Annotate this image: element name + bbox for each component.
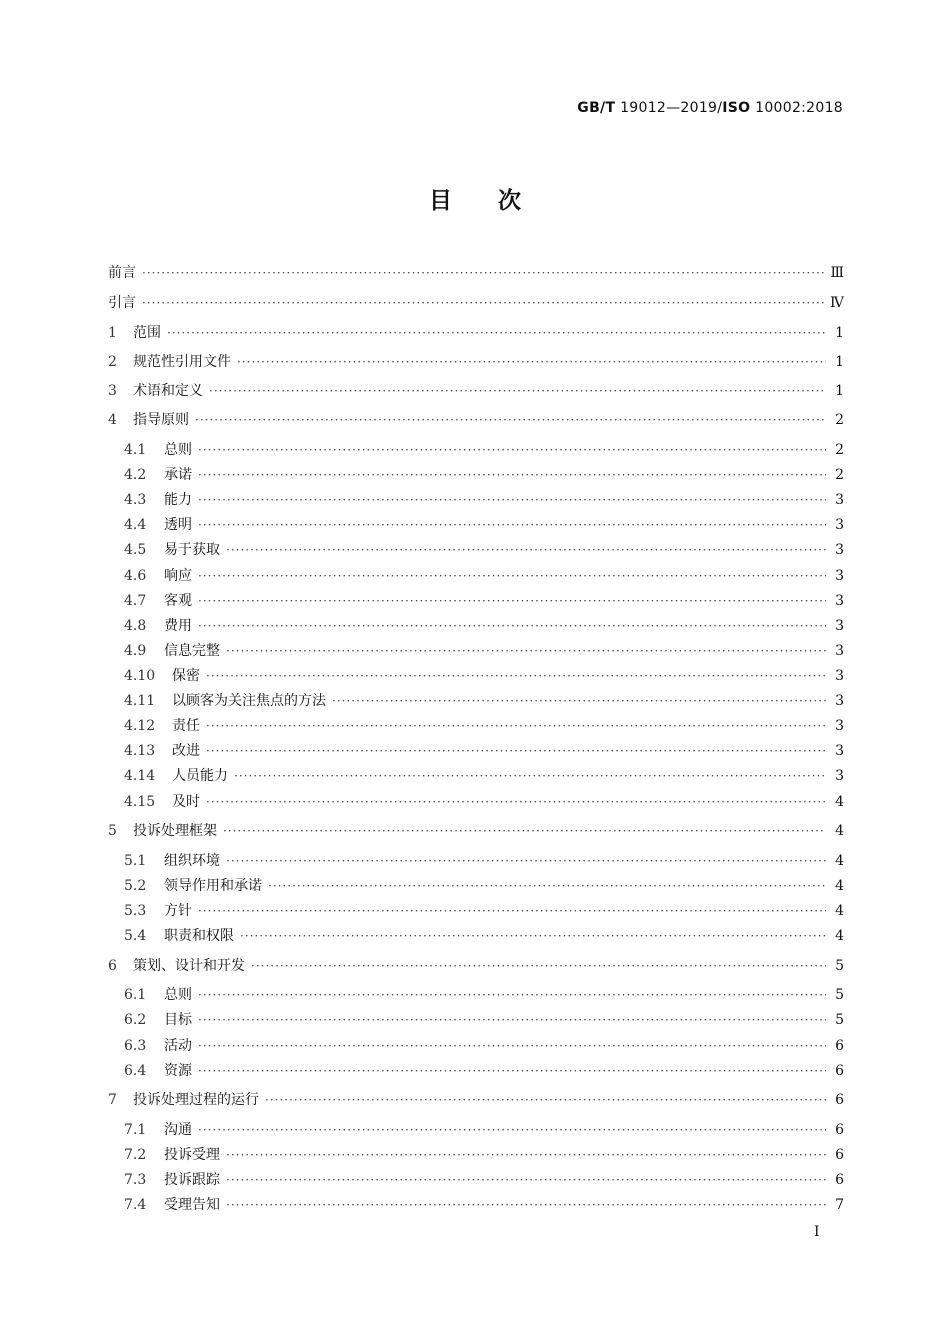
- toc-label: 职责和权限: [164, 928, 234, 944]
- toc-label: 承诺: [164, 467, 192, 483]
- toc-page: 1: [835, 383, 844, 399]
- toc-leader: [198, 1119, 826, 1141]
- toc-leader: [142, 262, 824, 284]
- toc-page: 4: [835, 878, 844, 894]
- toc-entry[interactable]: [124, 539, 844, 561]
- toc-page: 3: [835, 768, 844, 784]
- toc-page: 4: [835, 928, 844, 944]
- toc-leader: [198, 1035, 826, 1057]
- toc-label: 费用: [164, 618, 192, 634]
- toc-num: 4.6: [124, 568, 147, 584]
- toc-leader: [206, 791, 826, 813]
- toc-num: 5: [108, 823, 117, 839]
- toc-label: 活动: [164, 1038, 192, 1054]
- toc-num: 6.4: [124, 1063, 147, 1079]
- toc-label: 沟通: [164, 1122, 192, 1138]
- toc-label: 投诉处理过程的运行: [133, 1092, 259, 1108]
- toc-entry[interactable]: [124, 690, 844, 712]
- toc-page: 3: [835, 517, 844, 533]
- toc-entry[interactable]: [108, 351, 844, 373]
- toc-label: 目标: [164, 1012, 192, 1028]
- toc-label: 总则: [164, 987, 192, 1003]
- toc-entry[interactable]: [124, 464, 844, 486]
- toc-entry[interactable]: [124, 1009, 844, 1031]
- toc-num: 6.1: [124, 987, 147, 1003]
- toc-entry[interactable]: [124, 615, 844, 637]
- toc-page: 3: [835, 743, 844, 759]
- toc-leader: [265, 1089, 826, 1111]
- toc-page: 3: [835, 542, 844, 558]
- toc-num: 7.2: [124, 1147, 147, 1163]
- toc-entry[interactable]: [108, 955, 844, 977]
- standard-code: [577, 100, 843, 116]
- toc-leader: [206, 740, 826, 762]
- toc-num: 4.12: [124, 718, 156, 734]
- toc-num: 6: [108, 958, 117, 974]
- toc-label: 信息完整: [164, 643, 220, 659]
- toc-label: 指导原则: [133, 412, 189, 428]
- toc-entry[interactable]: [124, 489, 844, 511]
- std-code-mid: 19012—2019/: [615, 100, 723, 116]
- toc-leader: [198, 565, 826, 587]
- toc-page: 5: [835, 1012, 844, 1028]
- toc-page: 4: [835, 853, 844, 869]
- toc-label: 领导作用和承诺: [164, 878, 262, 894]
- toc-leader: [226, 640, 826, 662]
- toc-label: 引言: [108, 295, 136, 311]
- toc-page: 3: [835, 643, 844, 659]
- toc-num: 4.15: [124, 794, 156, 810]
- toc-label: 术语和定义: [133, 383, 203, 399]
- toc-entry[interactable]: [108, 820, 844, 842]
- toc-leader: [198, 439, 826, 461]
- toc-entry[interactable]: [108, 292, 844, 314]
- toc-label: 投诉跟踪: [164, 1172, 220, 1188]
- toc-page: 1: [835, 354, 844, 370]
- toc-entry[interactable]: [124, 565, 844, 587]
- toc-page: 4: [835, 823, 844, 839]
- toc-page: 3: [835, 618, 844, 634]
- toc-entry[interactable]: [108, 262, 844, 284]
- toc-entry[interactable]: [124, 1194, 844, 1216]
- toc-page: 4: [835, 903, 844, 919]
- toc-entry[interactable]: [124, 1060, 844, 1082]
- toc-num: 4.2: [124, 467, 147, 483]
- toc-leader: [198, 464, 826, 486]
- std-code-tail: 10002:2018: [750, 100, 843, 116]
- toc-leader: [198, 900, 826, 922]
- toc-num: 5.3: [124, 903, 147, 919]
- toc-num: 4.10: [124, 668, 156, 684]
- toc-page: 2: [835, 467, 844, 483]
- toc-entry[interactable]: [108, 322, 844, 344]
- toc-page: 2: [835, 442, 844, 458]
- toc-label: 投诉处理框架: [133, 823, 217, 839]
- toc-label: 组织环境: [164, 853, 220, 869]
- toc-label: 能力: [164, 492, 192, 508]
- toc-label: 受理告知: [164, 1197, 220, 1213]
- toc-label: 以顾客为关注焦点的方法: [172, 693, 326, 709]
- toc-label: 总则: [164, 442, 192, 458]
- toc-leader: [198, 489, 826, 511]
- toc-label: 策划、设计和开发: [133, 958, 245, 974]
- toc-entry[interactable]: [124, 740, 844, 762]
- toc-label: 人员能力: [172, 768, 228, 784]
- toc-page: 3: [835, 693, 844, 709]
- toc-num: 7.3: [124, 1172, 147, 1188]
- toc-num: 7: [108, 1092, 117, 1108]
- toc-entry[interactable]: [124, 665, 844, 687]
- toc-leader: [167, 322, 826, 344]
- toc-num: 4.8: [124, 618, 147, 634]
- toc-page: Ⅲ: [830, 265, 844, 281]
- toc-num: 4.1: [124, 442, 147, 458]
- toc-leader: [198, 590, 826, 612]
- toc-leader: [198, 514, 826, 536]
- toc-label: 易于获取: [164, 542, 220, 558]
- toc-entry[interactable]: [124, 640, 844, 662]
- toc-page: Ⅳ: [830, 295, 844, 311]
- toc-entry[interactable]: [124, 1035, 844, 1057]
- toc-leader: [226, 1169, 826, 1191]
- toc-entry[interactable]: [124, 900, 844, 922]
- toc-entry[interactable]: [124, 850, 844, 872]
- toc-leader: [195, 409, 826, 431]
- toc-leader: [206, 715, 826, 737]
- toc-leader: [209, 380, 826, 402]
- toc-leader: [332, 690, 826, 712]
- toc-entry[interactable]: [124, 765, 844, 787]
- toc-page: 3: [835, 568, 844, 584]
- toc-page: 2: [835, 412, 844, 428]
- toc-entry[interactable]: [124, 1169, 844, 1191]
- toc-entry[interactable]: [124, 984, 844, 1006]
- toc-label: 方针: [164, 903, 192, 919]
- toc-page: 3: [835, 668, 844, 684]
- toc-num: 1: [108, 325, 117, 341]
- toc-num: 4.4: [124, 517, 147, 533]
- toc-leader: [198, 1060, 826, 1082]
- toc-num: 7.4: [124, 1197, 147, 1213]
- toc-num: 5.1: [124, 853, 147, 869]
- toc-page: 6: [835, 1122, 844, 1138]
- toc-page: 6: [835, 1063, 844, 1079]
- toc-num: 4.7: [124, 593, 147, 609]
- toc-leader: [251, 955, 826, 977]
- toc-page: 6: [835, 1172, 844, 1188]
- toc-num: 4.11: [124, 693, 156, 709]
- toc-page: 7: [835, 1197, 844, 1213]
- toc-entry[interactable]: [124, 1119, 844, 1141]
- toc-entry[interactable]: [108, 409, 844, 431]
- toc-label: 投诉受理: [164, 1147, 220, 1163]
- toc-label: 前言: [108, 265, 136, 281]
- toc-label: 范围: [133, 325, 161, 341]
- toc-leader: [226, 1144, 826, 1166]
- toc-page: 1: [835, 325, 844, 341]
- toc-leader: [198, 984, 826, 1006]
- toc-num: 2: [108, 354, 117, 370]
- toc-leader: [268, 875, 826, 897]
- toc-page: 6: [835, 1092, 844, 1108]
- toc-label: 保密: [172, 668, 200, 684]
- toc-label: 责任: [172, 718, 200, 734]
- toc-num: 6.2: [124, 1012, 147, 1028]
- toc-entry[interactable]: [124, 715, 844, 737]
- toc-entry[interactable]: [124, 439, 844, 461]
- toc-leader: [198, 1009, 826, 1031]
- toc-page: 5: [835, 958, 844, 974]
- toc-leader: [198, 615, 826, 637]
- toc-num: 4.13: [124, 743, 156, 759]
- toc-num: 5.2: [124, 878, 147, 894]
- toc-page: 3: [835, 593, 844, 609]
- toc-num: 7.1: [124, 1122, 147, 1138]
- toc-page: 6: [835, 1147, 844, 1163]
- toc-leader: [240, 925, 826, 947]
- toc-entry[interactable]: [108, 1089, 844, 1111]
- toc-label: 透明: [164, 517, 192, 533]
- toc-entry[interactable]: [124, 590, 844, 612]
- toc-entry[interactable]: [124, 514, 844, 536]
- toc-leader: [223, 820, 826, 842]
- toc-label: 客观: [164, 593, 192, 609]
- toc-num: 3: [108, 383, 117, 399]
- toc-num: 4.9: [124, 643, 147, 659]
- toc-leader: [206, 665, 826, 687]
- toc-entry[interactable]: [124, 1144, 844, 1166]
- toc-label: 改进: [172, 743, 200, 759]
- page-number: I: [814, 1224, 820, 1240]
- toc-page: 3: [835, 718, 844, 734]
- toc-label: 响应: [164, 568, 192, 584]
- toc-entry[interactable]: [124, 791, 844, 813]
- toc-label: 规范性引用文件: [133, 354, 231, 370]
- toc-label: 资源: [164, 1063, 192, 1079]
- page-title: 目次: [429, 188, 567, 214]
- toc-num: 4: [108, 412, 117, 428]
- toc-page: 4: [835, 794, 844, 810]
- toc-num: 5.4: [124, 928, 147, 944]
- toc-leader: [142, 292, 824, 314]
- toc-entry[interactable]: [124, 925, 844, 947]
- toc-leader: [226, 539, 826, 561]
- toc-num: 4.14: [124, 768, 156, 784]
- toc-leader: [226, 1194, 826, 1216]
- toc-num: 4.5: [124, 542, 147, 558]
- toc-leader: [226, 850, 826, 872]
- toc-page: 3: [835, 492, 844, 508]
- toc-entry[interactable]: [124, 875, 844, 897]
- toc-page: 5: [835, 987, 844, 1003]
- std-code-prefix: GB/T: [577, 100, 616, 116]
- toc-label: 及时: [172, 794, 200, 810]
- toc-leader: [237, 351, 826, 373]
- toc-num: 6.3: [124, 1038, 147, 1054]
- toc-num: 4.3: [124, 492, 147, 508]
- std-code-iso: ISO: [722, 100, 751, 116]
- toc-leader: [234, 765, 826, 787]
- toc-entry[interactable]: [108, 380, 844, 402]
- toc-page: 6: [835, 1038, 844, 1054]
